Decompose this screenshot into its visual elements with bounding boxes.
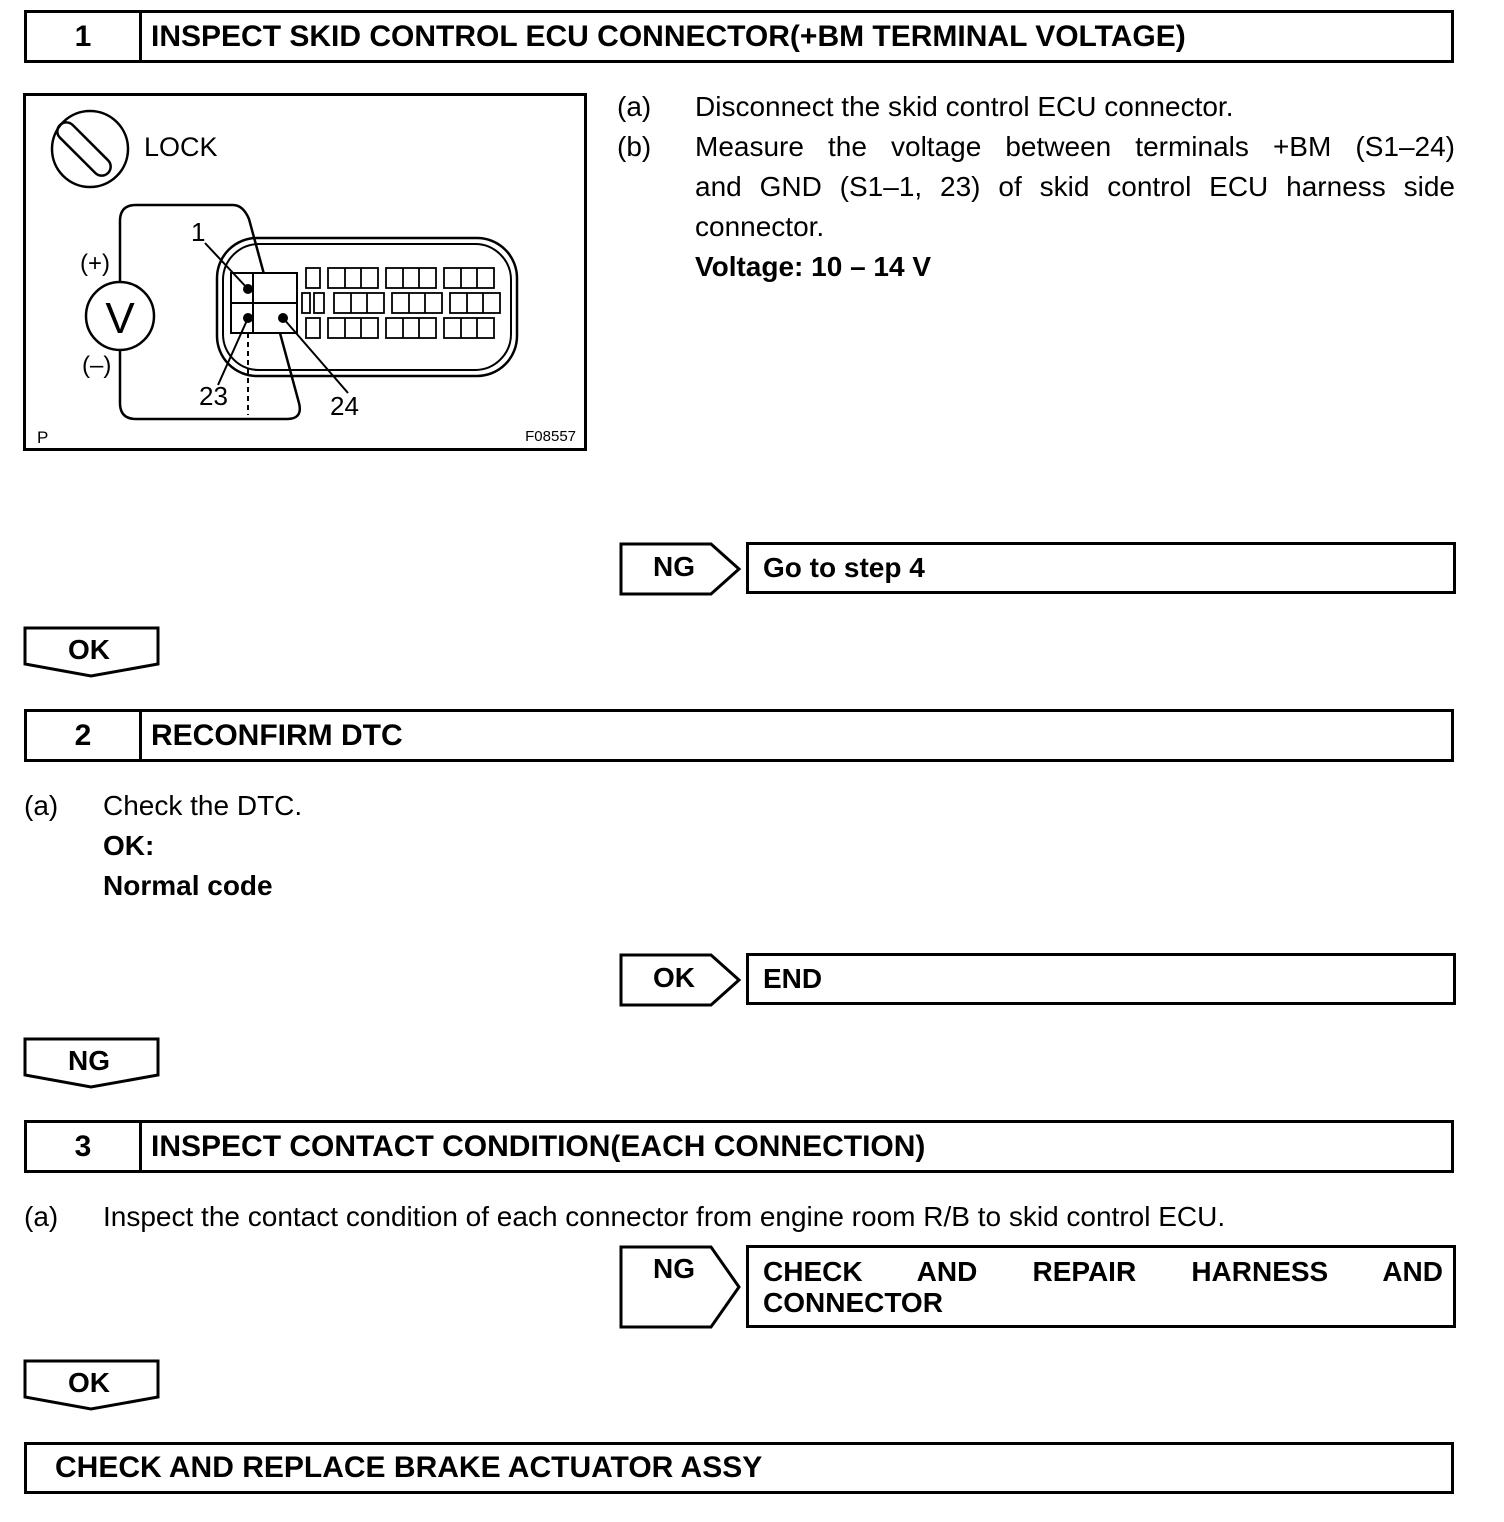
step-1-title: INSPECT SKID CONTROL ECU CONNECTOR(+BM TERMINAL VOLTAGE): [151, 19, 1186, 53]
step-1-ng-tag-label: NG: [653, 551, 695, 582]
step-1-b-line-1: Measure the voltage between terminals +BM (S1–24): [695, 131, 1455, 162]
connector-diagram: [23, 93, 587, 451]
step-2-ok-result: [746, 953, 1456, 1005]
step-2-a-marker: (a): [24, 790, 59, 821]
step-3-ng-result-line-1: CHECK AND REPAIR HARNESS AND: [763, 1256, 1443, 1287]
step-2-ok-tag: [619, 953, 743, 1007]
step-3-ng-tag-label: NG: [653, 1253, 695, 1284]
step-2-ok-tag-label: OK: [653, 962, 695, 993]
step-1-ok-flow-tag: [23, 626, 161, 678]
step-1-ng-result: [746, 542, 1456, 594]
step-1-ng-result-text: Go to step 4: [763, 552, 925, 583]
step-1-header: [24, 10, 1454, 63]
step-2-ok-value: Normal code: [103, 870, 273, 901]
step-1-b-marker: (b): [617, 131, 652, 162]
step-2-ok-label: OK:: [103, 830, 155, 861]
step-3-ok-flow-label: OK: [68, 1367, 110, 1398]
step-3-number: 3: [27, 1123, 142, 1170]
step-3-ok-flow-tag: [23, 1359, 161, 1411]
step-3-title: INSPECT CONTACT CONDITION(EACH CONNECTION): [151, 1129, 926, 1163]
step-2-number: 2: [27, 712, 142, 759]
step-1-a-text: Disconnect the skid control ECU connector.: [695, 91, 1234, 122]
step-2-ok-result-text: END: [763, 963, 823, 994]
figure-code: F08557: [525, 428, 576, 445]
step-3-ng-tag: [619, 1245, 743, 1329]
step-2-title: RECONFIRM DTC: [151, 718, 403, 752]
step-1-ok-flow-label: OK: [68, 634, 110, 665]
step-3-ng-result-line-2: CONNECTOR: [763, 1287, 943, 1318]
pin-23-label: 23: [199, 381, 228, 411]
step-2-ng-flow-tag: [23, 1037, 161, 1089]
step-3-header: [24, 1120, 1454, 1173]
step-3-a-text: Inspect the contact condition of each connector from engine room R/B to skid control ECU.: [103, 1201, 1226, 1232]
lock-label: LOCK: [144, 132, 218, 162]
step-1-b-line-3: connector.: [695, 211, 825, 242]
step-2-a-text: Check the DTC.: [103, 790, 303, 821]
step-1-number: 1: [27, 13, 142, 60]
plus-label: (+): [80, 250, 110, 277]
pin-24-label: 24: [330, 391, 359, 421]
final-action-title: CHECK AND REPLACE BRAKE ACTUATOR ASSY: [55, 1451, 763, 1484]
step-2-header: [24, 709, 1454, 762]
step-2-ng-flow-label: NG: [68, 1045, 110, 1076]
corner-label-p: P: [37, 428, 49, 447]
voltmeter-symbol: V: [105, 294, 135, 343]
step-3-ng-result: [746, 1245, 1456, 1328]
step-1-spec: Voltage: 10 – 14 V: [695, 251, 932, 282]
final-action-box: [24, 1442, 1454, 1494]
step-1-b-line-2: and GND (S1–1, 23) of skid control ECU harness side: [695, 171, 1455, 202]
minus-label: (–): [82, 352, 112, 379]
step-1-a-marker: (a): [617, 91, 652, 122]
pin-1-label: 1: [191, 217, 206, 247]
step-3-a-marker: (a): [24, 1201, 59, 1232]
step-1-ng-tag: [619, 542, 743, 596]
